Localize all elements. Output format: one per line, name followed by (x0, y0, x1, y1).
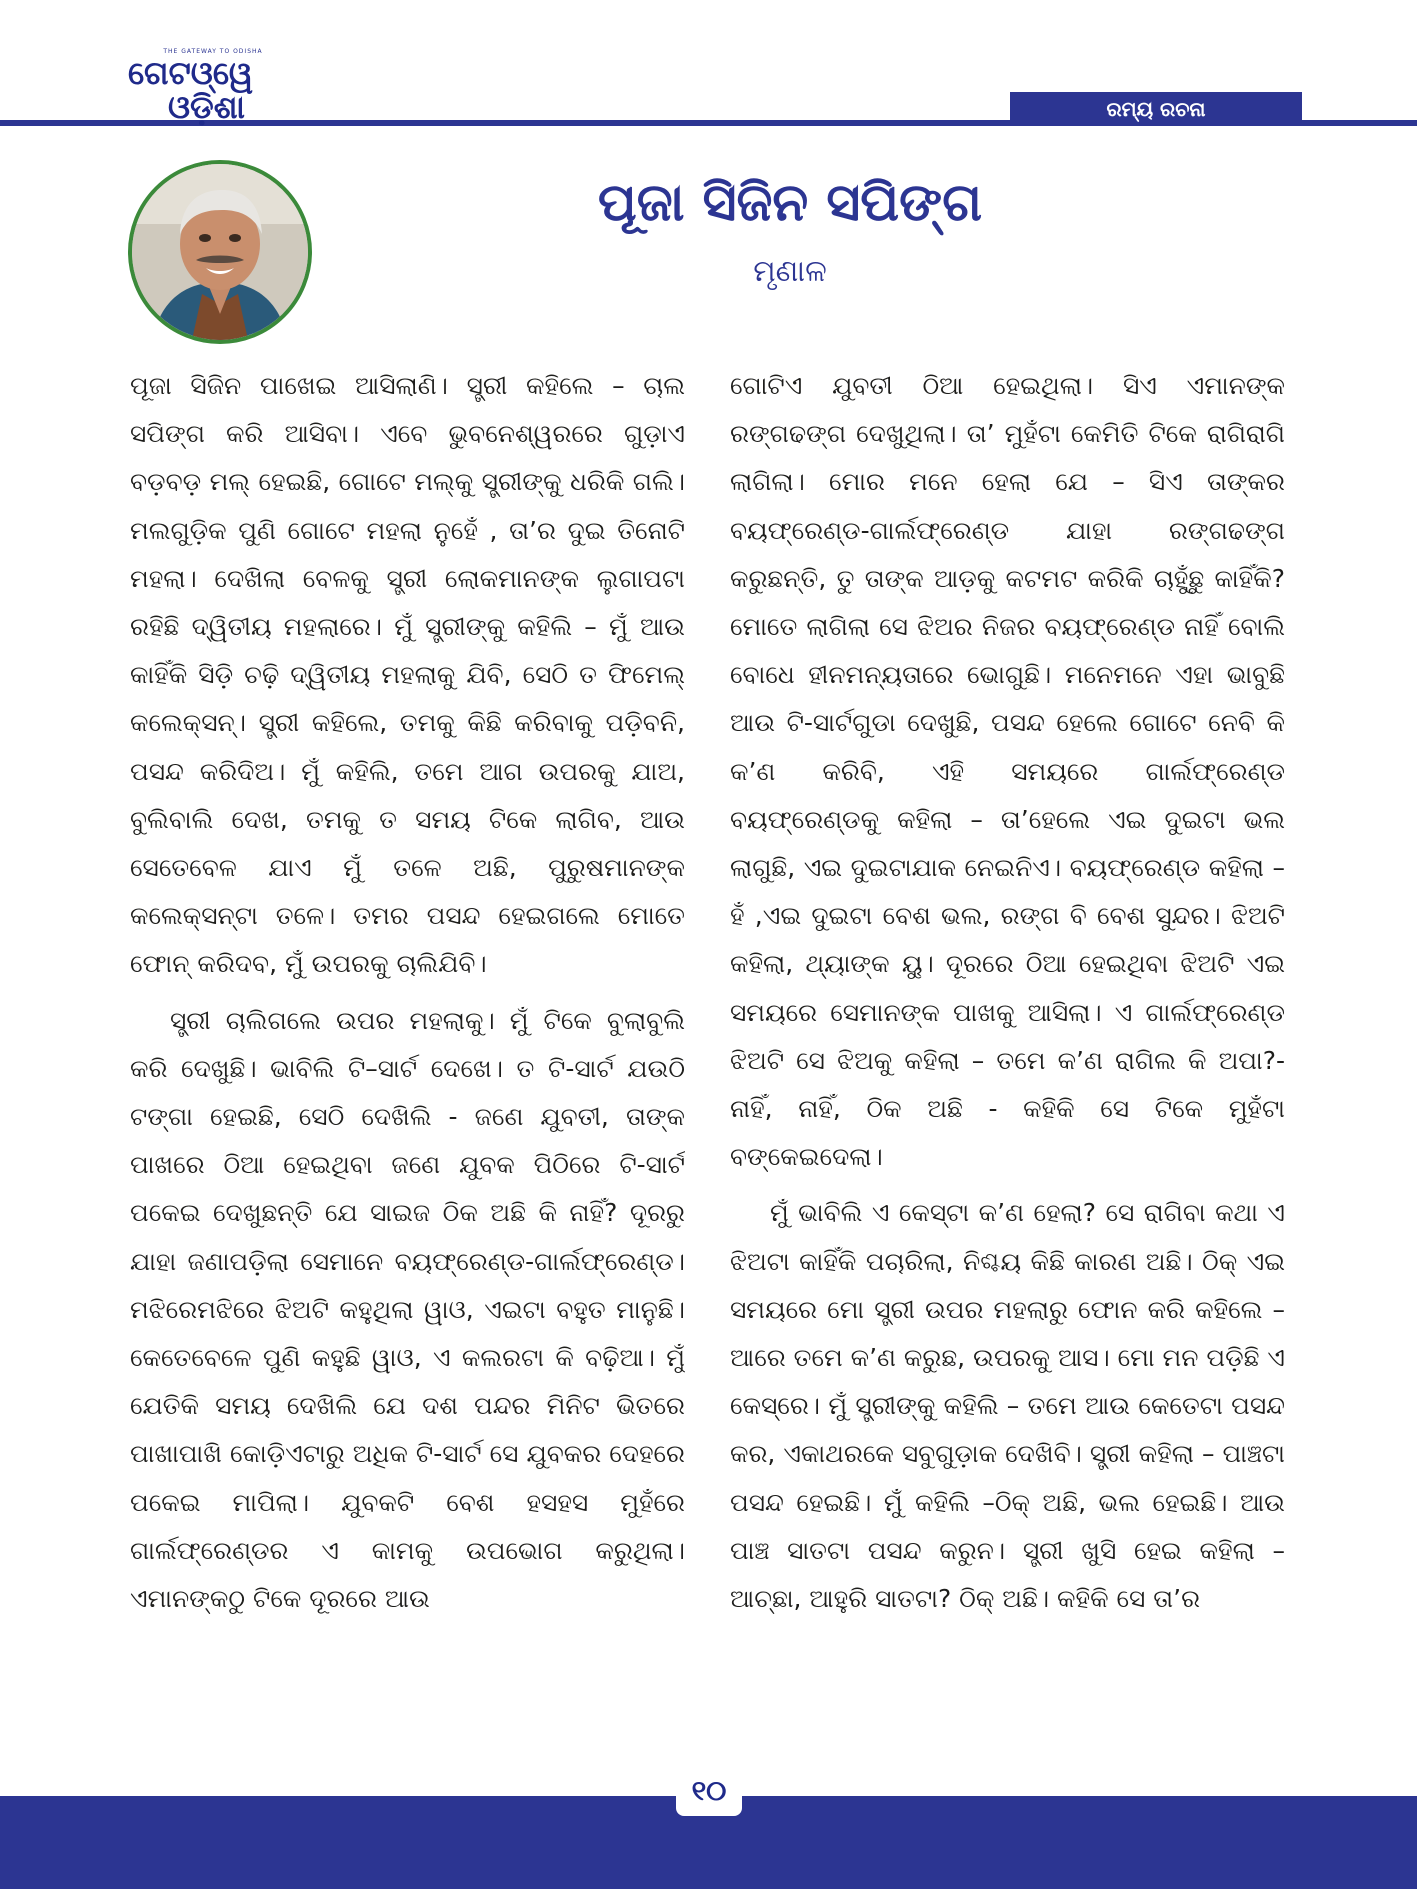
paragraph: ପୂଜା ସିଜିନ ପାଖେଇ ଆସିଲାଣି। ସ୍ତ୍ରୀ କହିଲେ – ଚାଲ ସପିଙ୍ଗ କରି ଆସିବା। ଏବେ ଭୁବନେଶ୍ୱରରେ ଗୁଡ଼ାଏ ବଡ଼ବଡ଼ ମଲ୍ ହେଇଛି, ଗୋଟେ ମଲ୍‌କୁ ସ୍ତ୍ରୀଙ୍କୁ ଧରିକି ଗଲି। ମଲଗୁଡ଼ିକ ପୁଣି ଗୋଟେ ମହଲା ନୁହେଁ , ତା’ର ଦୁଇ ତିନୋଟି ମହଲା। ଦେଖିଲା ବେଳକୁ ସ୍ତ୍ରୀ ଲୋକମାନଙ୍କ ଲୁଗାପଟା ରହିଛି ଦ୍ୱିତୀୟ ମହଲାରେ। ମୁଁ ସ୍ତ୍ରୀଙ୍କୁ କହିଲି – ମୁଁ ଆଉ କାହିଁକି ସିଡ଼ି ଚଢ଼ି ଦ୍ୱିତୀୟ ମହଲାକୁ ଯିବି, ସେଠି ତ ଫିମେଲ୍ କଲେକ୍ସନ୍। ସ୍ତ୍ରୀ କହିଲେ, ତମକୁ କିଛି କରିବାକୁ ପଡ଼ିବନି, ପସନ୍ଦ କରିଦିଅ। ମୁଁ କହିଲି, ତମେ ଆଗ ଉପରକୁ ଯାଅ, ବୁଲିବାଲି ଦେଖ, ତମକୁ ତ ସମୟ ଟିକେ ଲାଗିବ, ଆଉ ସେତେବେଳ ଯାଏ ମୁଁ ତଳେ ଅଛି, ପୁରୁଷମାନଙ୍କ କଲେକ୍ସନ୍‌ଟା ତଳେ। ତମର ପସନ୍ଦ ହେଇଗଲେ ମୋତେ ଫୋନ୍ କରିଦବ, ମୁଁ ଉପରକୁ ଚାଲିଯିବି। (130, 371, 685, 979)
article-column-left (130, 362, 685, 1702)
paragraph: ସ୍ତ୍ରୀ ଚାଲିଗଲେ ଉପର ମହଲାକୁ। ମୁଁ ଟିକେ ବୁଲାବୁଲି କରି ଦେଖୁଛି। ଭାବିଲି ଟି–ସାର୍ଟ ଦେଖେ। ତ ଟି-ସାର୍ଟ ଯଉଠି ଟଙ୍ଗା ହେଇଛି, ସେଠି ଦେଖିଲି - ଜଣେ ଯୁବତୀ, ତାଙ୍କ ପାଖରେ ଠିଆ ହେଇଥିବା ଜଣେ ଯୁବକ ପିଠିରେ ଟି-ସାର୍ଟ ପକେଇ ଦେଖୁଛନ୍ତି ଯେ ସାଇଜ ଠିକ ଅଛି କି ନାହିଁ? ଦୂରରୁ ଯାହା ଜଣାପଡ଼ିଲା ସେମାନେ ବୟଫ୍ରେଣ୍ଡ-ଗାର୍ଲଫ୍ରେଣ୍ଡ। ମଝିରେମଝିରେ ଝିଅଟି କହୁଥିଲା ୱାଓ, ଏଇଟା ବହୁତ ମାନୁଛି। କେତେବେଳେ ପୁଣି କହୁଛି ୱାଓ, ଏ କଲରଟା କି ବଢ଼ିଆ। ମୁଁ ଯେତିକି ସମୟ ଦେଖିଲି ଯେ ଦଶ ପନ୍ଦର ମିନିଟ ଭିତରେ ପାଖାପାଖି କୋଡ଼ିଏଟାରୁ ଅଧିକ ଟି-ସାର୍ଟ ସେ ଯୁବକର ଦେହରେ ପକେଇ ମାପିଲା। ଯୁବକଟି ବେଶ ହସହସ ମୁହଁରେ ଗାର୍ଲଫ୍ରେଣ୍ଡର ଏ କାମକୁ ଉପଭୋଗ କରୁଥିଲା। ଏମାନଙ୍କଠୁ ଟିକେ ଦୂରରେ ଆଉ (130, 1005, 685, 1614)
logo-tagline: THE GATEWAY TO ODISHA (163, 48, 263, 55)
author-portrait-image (132, 164, 308, 340)
logo-line-1: ଗେଟଓ୍ୱେ (128, 54, 254, 92)
article-author: ମୃଣାଳ (753, 254, 827, 289)
section-label: ରମ୍ୟ ରଚନା (1010, 92, 1302, 126)
article-column-right (730, 362, 1285, 1702)
article-title: ପୂଜା ସିଜିନ ସପିଙ୍ଗ (597, 173, 983, 233)
magazine-logo (128, 48, 298, 126)
paragraph: ମୁଁ ଭାବିଲି ଏ କେସ୍‌ଟା କ’ଣ ହେଲା? ସେ ରାଗିବା କଥା ଏ ଝିଅଟା କାହିଁକି ପଚାରିଲା, ନିଶ୍ଚୟ କିଛି କାରଣ ଅଛି। ଠିକ୍ ଏଇ ସମୟରେ ମୋ ସ୍ତ୍ରୀ ଉପର ମହଲାରୁ ଫୋନ କରି କହିଲେ – ଆରେ ତମେ କ’ଣ କରୁଛ, ଉପରକୁ ଆସ। ମୋ ମନ ପଡ଼ିଛି ଏ କେସ୍‌ରେ। ମୁଁ ସ୍ତ୍ରୀଙ୍କୁ କହିଲି – ତମେ ଆଉ କେତେଟା ପସନ୍ଦ କର, ଏକାଥରକେ ସବୁଗୁଡ଼ାକ ଦେଖିବି। ସ୍ତ୍ରୀ କହିଲା – ପାଞ୍ଚଟା ପସନ୍ଦ ହେଇଛି। ମୁଁ କହିଲି –ଠିକ୍ ଅଛି, ଭଲ ହେଇଛି। ଆଉ ପାଞ୍ଚ ସାତଟା ପସନ୍ଦ କରୁନ। ସ୍ତ୍ରୀ ଖୁସି ହେଇ କହିଲା – ଆଚ୍ଛା, ଆହୁରି ସାତଟା? ଠିକ୍ ଅଛି। କହିକି ସେ ତା’ର (730, 1198, 1285, 1614)
author-portrait (128, 160, 312, 344)
paragraph: ଗୋଟିଏ ଯୁବତୀ ଠିଆ ହେଇଥିଲା। ସିଏ ଏମାନଙ୍କ ରଙ୍ଗଢଙ୍ଗ ଦେଖୁଥିଲା। ତା’ ମୁହଁଟା କେମିତି ଟିକେ ରାଗିରାଗି ଲାଗିଲା। ମୋର ମନେ ହେଲା ଯେ – ସିଏ ତାଙ୍କର ବୟଫ୍ରେଣ୍ଡ-ଗାର୍ଲଫ୍ରେଣ୍ଡ ଯାହା ରଙ୍ଗଢଙ୍ଗ କରୁଛନ୍ତି, ତୁ ତାଙ୍କ ଆଡ଼କୁ କଟମଟ କରିକି ଚାହୁଁଛୁ କାହିଁକି? ମୋତେ ଲାଗିଲା ସେ ଝିଅର ନିଜର ବୟଫ୍ରେଣ୍ଡ ନାହିଁ ବୋଲି ବୋଧେ ହୀନମନ୍ୟତାରେ ଭୋଗୁଛି। ମନେମନେ ଏହା ଭାବୁଛି ଆଉ ଟି-ସାର୍ଟଗୁଡା ଦେଖୁଛି, ପସନ୍ଦ ହେଲେ ଗୋଟେ ନେବି କି କ’ଣ କରିବି, ଏହି ସମୟରେ ଗାର୍ଲଫ୍ରେଣ୍ଡ ବୟଫ୍ରେଣ୍ଡକୁ କହିଲା – ତା’ହେଲେ ଏଇ ଦୁଇଟା ଭଲ ଲାଗୁଛି, ଏଇ ଦୁଇଟାଯାକ ନେଇନିଏ। ବୟଫ୍ରେଣ୍ଡ କହିଲା – ହଁ ,ଏଇ ଦୁଇଟା ବେଶ ଭଲ, ରଙ୍ଗ ବି ବେଶ ସୁନ୍ଦର। ଝିଅଟି କହିଲା, ଥ୍ୟାଙ୍କ ୟୁ। ଦୂରରେ ଠିଆ ହେଇଥିବା ଝିଅଟି ଏଇ ସମୟରେ ସେମାନଙ୍କ ପାଖକୁ ଆସିଲା। ଏ ଗାର୍ଲଫ୍ରେଣ୍ଡ ଝିଅଟି ସେ ଝିଅକୁ କହିଲା – ତମେ କ’ଣ ରାଗିଲ କି ଅପା?- ନାହିଁ, ନାହିଁ, ଠିକ ଅଛି - କହିକି ସେ ଟିକେ ମୁହଁଟା ବଙ୍କେଇଦେଲା। (730, 371, 1285, 1172)
logo-line-2: ଓଡ଼ିଶା (168, 88, 245, 126)
page-number: ୧୦ (676, 1766, 742, 1816)
